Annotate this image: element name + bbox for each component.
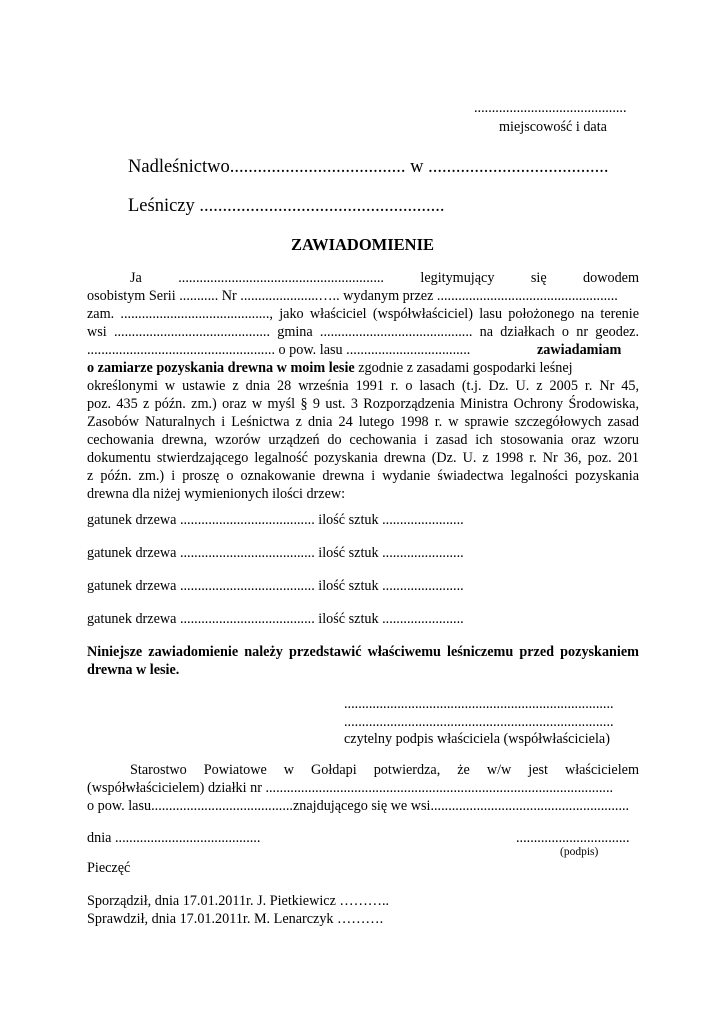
notice-line-2: drewna w lesie. [87, 662, 180, 678]
stamp-label: Pieczęć [87, 860, 131, 876]
signature-caption: (podpis) [560, 846, 599, 858]
tree-row: gatunek drzewa ...................................... ilość sztuk ....................... [87, 611, 464, 627]
nadlesnictwo-line: Nadleśnictwo...................................... w ....................................... [128, 157, 609, 177]
body-line-6-rest: zgodnie z zasadami gospodarki leśnej [354, 360, 573, 376]
tree-row: gatunek drzewa ...................................... ilość sztuk ....................... [87, 545, 464, 561]
starostwo-line-2: (współwłaścicielem) działki nr .................................................................................................. [87, 780, 614, 796]
intent-phrase: o zamiarze pozyskania drewna w moim lesie [87, 360, 355, 376]
body-line-7: określonymi w ustawie z dnia 28 września 1991 r. o lasach (t.j. Dz. U. z 2005 r. Nr 45, [87, 378, 639, 394]
body-line-13: drewna dla niżej wymienionych ilości drzew: [87, 486, 346, 502]
starostwo-line-1: Starostwo Powiatowe w Gołdapi potwierdza, że w/w jest właścicielem [130, 762, 639, 778]
prepared-by: Sporządził, dnia 17.01.2011r. J. Pietkiewicz ……….. [87, 893, 390, 909]
body-line-4: wsi ............................................ gmina ........................................... na działkach o nr geodez. [87, 324, 639, 340]
body-line-12: z późn. zm.) i proszę o oznakowanie drewna i wydanie świadectwa legalności pozyskania [87, 468, 639, 484]
starostwo-line-3: o pow. lasu........................................znajdującego się we wsi........................................................ [87, 798, 630, 814]
body-line-6 [87, 360, 573, 377]
tree-row: gatunek drzewa ...................................... ilość sztuk ....................... [87, 578, 464, 594]
body-line-5-text: ..................................................... o pow. lasu ................................... [87, 342, 471, 358]
body-line-11: dokumentu stwierdzającego legalność pozyskania drewna (Dz. U. z 1998 r. Nr 36, poz. 201 [87, 450, 639, 466]
zawiadamiam-word: zawiadamiam [537, 342, 622, 358]
body-line-3: zam. .........................................., jako właściciel (współwłaściciel) lasu położonego na terenie [87, 306, 639, 322]
checked-by: Sprawdził, dnia 17.01.2011r. M. Lenarczyk ………. [87, 911, 384, 927]
tree-row: gatunek drzewa ...................................... ilość sztuk ....................... [87, 512, 464, 528]
signature-dots-2: ............................................................................ [344, 714, 614, 730]
body-line-8: poz. 435 z późn. zm.) oraz w myśl § 9 ust. 3 Rozporządzenia Ministra Ochrony Środowiska, [87, 396, 639, 412]
lesniczy-line: Leśniczy ..................................................... [128, 196, 445, 216]
place-date-dots: ........................................... [474, 100, 627, 116]
body-line-9: Zasobów Naturalnych i Leśnictwa z dnia 24 lutego 1998 r. w sprawie szczegółowych zasad [87, 414, 639, 430]
signature-label: czytelny podpis właściciela (współwłaściciela) [344, 731, 610, 747]
date-line: dnia ......................................... [87, 830, 261, 846]
body-line-10: cechowania drewna, wzorów urządzeń do cechowania i zasad ich stosowania oraz wzoru [87, 432, 639, 448]
body-line-5 [87, 342, 470, 359]
signature-dots-1: ............................................................................ [344, 696, 614, 712]
document-title: ZAWIADOMIENIE [290, 235, 435, 254]
body-line-1: Ja .......................................................... legitymujący się dowodem [130, 270, 639, 286]
body-line-2: osobistym Serii ........... Nr ......................….. wydanym przez ................................................... [87, 288, 618, 304]
notice-line-1: Niniejsze zawiadomienie należy przedstawić właściwemu leśniczemu przed pozyskaniem [87, 644, 639, 660]
place-date-label: miejscowość i data [499, 119, 607, 135]
signature-dots: ................................ [516, 830, 630, 846]
